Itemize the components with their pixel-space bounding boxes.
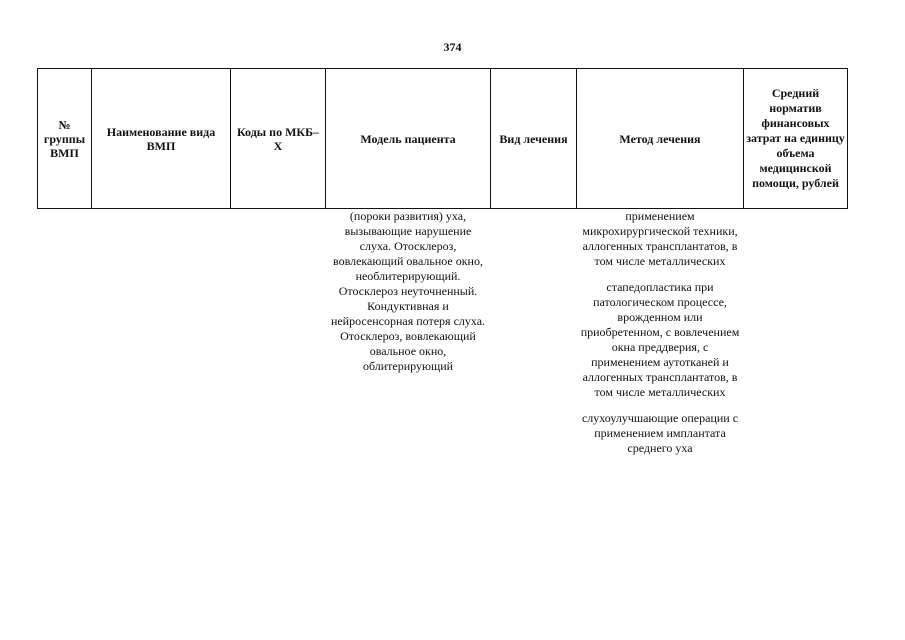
patient-model-text: (пороки развития) уха, вызывающие нарушение слуха. Отосклероз, вовлекающий овальное окно, необлитерирующий. Отосклероз неуточненный. Кондуктивная и нейросенсорная потеря слуха. Отосклероз, вовлекающий овальное окно, облитерирующий xyxy=(330,209,486,373)
method-item: слухоулучшающие операции с применением имплантата среднего уха xyxy=(581,411,739,455)
cell-icd-codes xyxy=(231,209,326,457)
page-number: 374 xyxy=(443,40,462,54)
header-vmp-name: Наименование вида ВМП xyxy=(92,69,231,209)
method-item: стапедопластика при патологическом процессе, врожденном или приобретенном, с вовлечением окна преддверия, с применением аутотканей и аллогенных трансплантатов, в том числе металлических xyxy=(580,280,740,399)
header-average-cost: Средний норматив финансовых затрат на единицу объема медицинской помощи, рублей xyxy=(744,69,848,209)
cell-vmp-name xyxy=(92,209,231,457)
table-header-row xyxy=(38,69,848,209)
cell-patient-model xyxy=(326,209,491,457)
header-icd-codes: Коды по МКБ–X xyxy=(231,69,326,209)
cell-group-number xyxy=(38,209,92,457)
header-treatment-type: Вид лечения xyxy=(491,69,577,209)
cell-treatment-type xyxy=(491,209,577,457)
header-group-number: № группы ВМП xyxy=(38,69,92,209)
header-patient-model: Модель пациента xyxy=(326,69,491,209)
cell-average-cost xyxy=(744,209,848,457)
header-treatment-method: Метод лечения xyxy=(577,69,744,209)
table-row xyxy=(38,209,848,457)
cell-treatment-method xyxy=(577,209,744,457)
method-item: применением микрохирургической техники, аллогенных трансплантатов, в том числе металлических xyxy=(582,209,738,268)
vmp-table xyxy=(37,68,848,456)
